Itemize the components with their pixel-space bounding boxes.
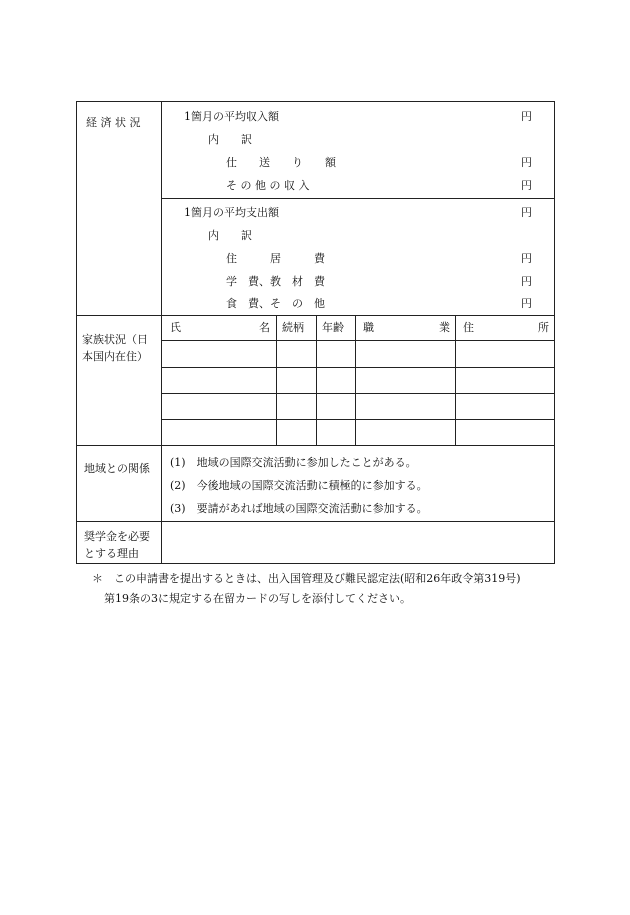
family-column-divider: [276, 315, 277, 445]
regional-relation-label: 地域との関係: [84, 462, 150, 475]
family-row-divider: [162, 419, 555, 420]
family-row-divider: [162, 367, 555, 368]
income-expense-divider: [162, 198, 555, 199]
economic-status-label: 経 済 状 況: [86, 116, 141, 129]
header-age: 年齢: [322, 321, 344, 334]
family-column-divider: [355, 315, 356, 445]
section-divider-family: [76, 445, 555, 446]
note-line-2: 第19条の3に規定する在留カードの写しを添付してください。: [104, 592, 411, 605]
header-occupation: 業: [439, 321, 450, 334]
label-column-divider: [161, 101, 162, 564]
scholarship-reason-label: 奨学金を必要とする理由: [84, 530, 150, 560]
income-breakdown-label: 内 訳: [208, 133, 252, 146]
region-option: (1) 地域の国際交流活動に参加したことがある。: [170, 456, 417, 469]
education-cost-label: 学 費、教 材 費: [226, 275, 325, 288]
yen-unit: 円: [521, 156, 532, 169]
header-occupation: 職: [363, 321, 374, 334]
header-relation: 続柄: [282, 321, 304, 334]
housing-cost-label: 住 居 費: [226, 252, 325, 265]
family-status-label: 家族状況（日本国内在住）: [82, 333, 148, 363]
region-option: (2) 今後地域の国際交流活動に積極的に参加する。: [170, 479, 428, 492]
yen-unit: 円: [521, 252, 532, 265]
other-income-label: そ の 他 の 収 入: [226, 179, 310, 192]
note-asterisk: ＊: [92, 572, 103, 585]
family-column-divider: [316, 315, 317, 445]
region-option: (3) 要請があれば地域の国際交流活動に参加する。: [170, 502, 428, 515]
yen-unit: 円: [521, 275, 532, 288]
monthly-expense-label: 1箇月の平均支出額: [184, 206, 279, 219]
header-address: 所: [538, 321, 549, 334]
family-row-divider: [162, 393, 555, 394]
header-name: 氏: [170, 321, 181, 334]
family-header-divider: [162, 340, 555, 341]
food-other-cost-label: 食 費、そ の 他: [226, 297, 325, 310]
yen-unit: 円: [521, 206, 532, 219]
section-divider-region: [76, 521, 555, 522]
expense-breakdown-label: 内 訳: [208, 229, 252, 242]
monthly-income-label: 1箇月の平均収入額: [184, 110, 279, 123]
note-line-1: この申請書を提出するときは、出入国管理及び難民認定法(昭和26年政令第319号): [114, 572, 521, 585]
header-name: 名: [259, 321, 270, 334]
yen-unit: 円: [521, 297, 532, 310]
yen-unit: 円: [521, 110, 532, 123]
remittance-label: 仕 送 り 額: [226, 156, 336, 169]
family-column-divider: [455, 315, 456, 445]
yen-unit: 円: [521, 179, 532, 192]
header-address: 住: [463, 321, 474, 334]
